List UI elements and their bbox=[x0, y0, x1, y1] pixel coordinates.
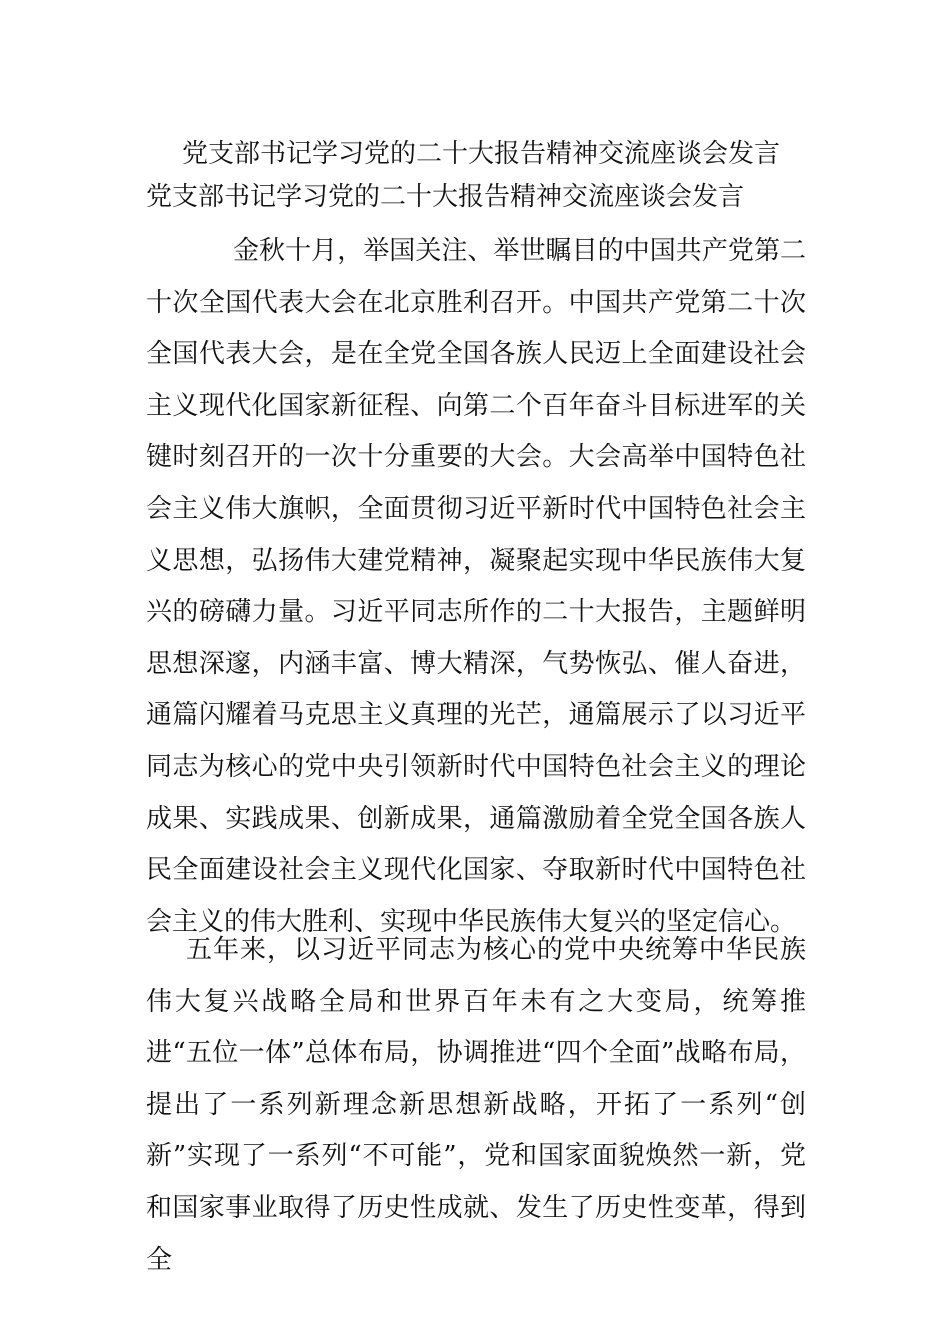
document-subtitle: 党支部书记学习党的二十大报告精神交流座谈会发言 bbox=[146, 182, 745, 212]
document-title: 党支部书记学习党的二十大报告精神交流座谈会发言 bbox=[182, 139, 781, 169]
paragraph-2: 五年来，以习近平同志为核心的党中央统筹中华民族伟大复兴战略全局和世界百年未有之大变局，统筹推进“五位一体”总体布局，协调推进“四个全面”战略布局，提出了一系列新理念新思想新战略，开拓了一系列“创新”实现了一系列“不可能”，党和国家面貌焕然一新，党和国家事业取得了历史性成就、发生了历史性变革，得到全 bbox=[146, 935, 806, 1275]
paragraph-1: 金秋十月，举国关注、举世瞩目的中国共产党第二十次全国代表大会在北京胜利召开。中国共产党第二十次全国代表大会，是在全党全国各族人民迈上全面建设社会主义现代化国家新征程、向第二个百年奋斗目标进军的关键时刻召开的一次十分重要的大会。大会高举中国特色社会主义伟大旗帜，全面贯彻习近平新时代中国特色社会主义思想，弘扬伟大建党精神，凝聚起实现中华民族伟大复兴的磅礴力量。习近平同志所作的二十大报告，主题鲜明思想深邃，内涵丰富、博大精深，气势恢弘、催人奋进，通篇闪耀着马克思主义真理的光芒，通篇展示了以习近平同志为核心的党中央引领新时代中国特色社会主义的理论成果、实践成果、创新成果，通篇激励着全党全国各族人民全面建设社会主义现代化国家、夺取新时代中国特色社会主义的伟大胜利、实现中华民族伟大复兴的坚定信心。 bbox=[146, 236, 806, 937]
